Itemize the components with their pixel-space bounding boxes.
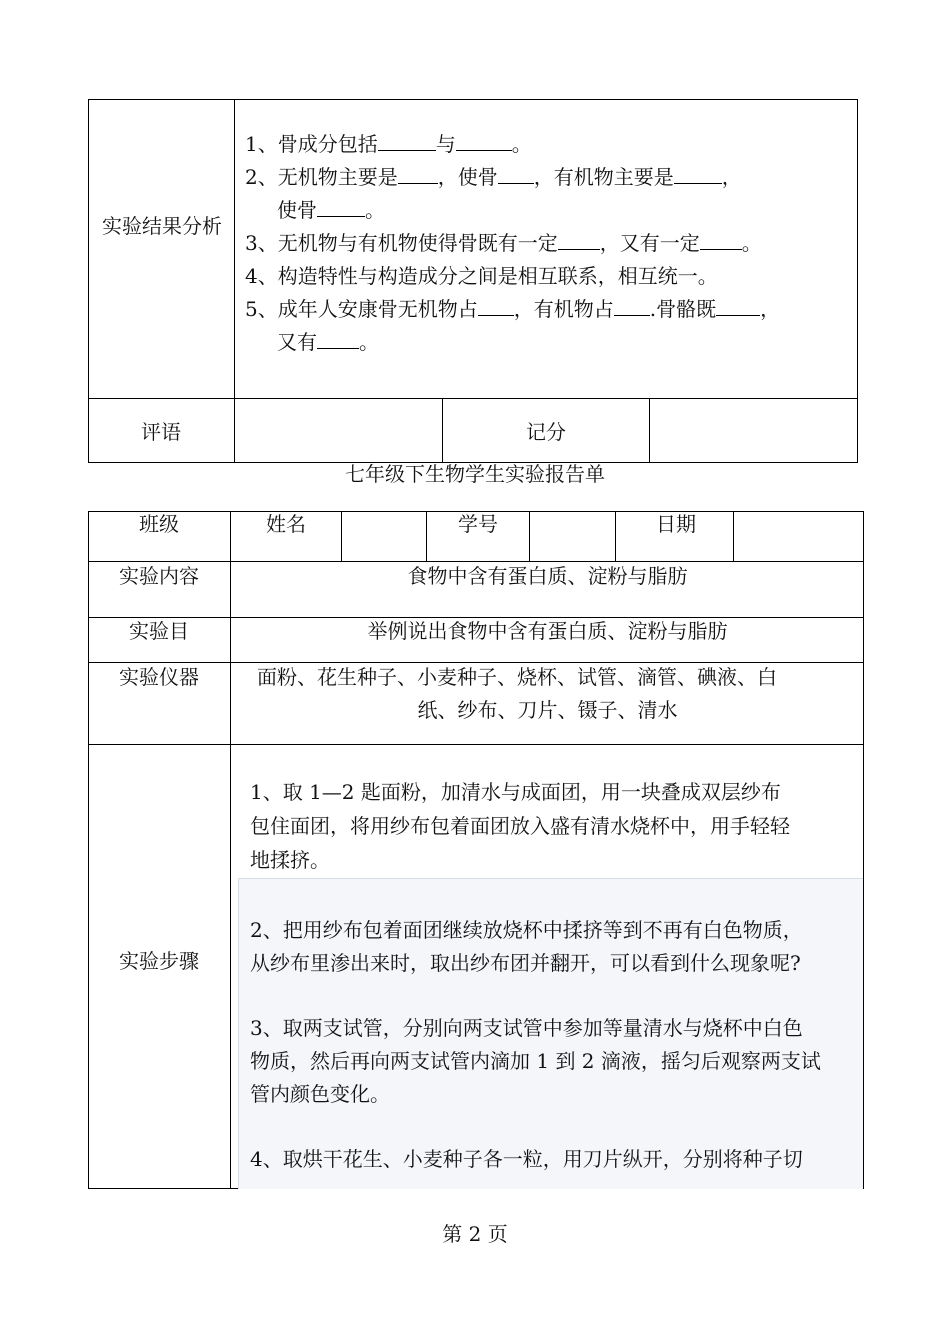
item-text: 5、成年人安康骨无机物占: [245, 297, 478, 321]
step-2: [250, 914, 803, 980]
item-text: 与: [435, 132, 456, 156]
item-text: ，: [721, 165, 742, 189]
comment-field[interactable]: [236, 400, 441, 462]
name-label: 姓名: [266, 512, 306, 536]
score-label: 记分: [526, 420, 566, 444]
step-text: 管内颜色变化。: [250, 1082, 390, 1106]
analysis-item-3: [245, 227, 762, 259]
item-text: 使骨: [277, 198, 317, 222]
content-value: 食物中含有蛋白质、淀粉与脂肪: [407, 564, 688, 588]
step-text: 4、取烘干花生、小麦种子各一粒，用刀片纵开，分别将种子切: [250, 1147, 803, 1171]
instruments-label: 实验仪器: [119, 665, 199, 689]
item-text: 。: [741, 231, 762, 255]
item-text: 。: [359, 330, 379, 354]
fill-blank[interactable]: [614, 297, 650, 316]
steps-label: 实验步骤: [119, 949, 199, 973]
result-analysis-label: 实验结果分析: [102, 214, 222, 238]
fill-blank[interactable]: [378, 132, 436, 151]
fill-blank[interactable]: [716, 297, 760, 316]
step-text: 包住面团，将用纱布包着面团放入盛有清水烧杯中，用手轻轻: [250, 814, 790, 838]
item-text: 。: [511, 132, 532, 156]
score-field[interactable]: [651, 400, 856, 462]
analysis-item-1: [245, 128, 532, 160]
step-text: 从纱布里渗出来时，取出纱布团并翻开，可以看到什么现象呢?: [250, 951, 801, 975]
name-field[interactable]: [343, 513, 425, 560]
item-text: 3、无机物与有机物使得骨既有一定: [245, 231, 558, 255]
analysis-item-2: [245, 161, 742, 193]
page-number: 第 2 页: [442, 1222, 508, 1246]
analysis-item-2-cont: [277, 194, 385, 226]
step-text: 1、取 1—2 匙面粉，加清水与成面团，用一块叠成双层纱布: [250, 780, 781, 804]
fill-blank[interactable]: [398, 165, 438, 184]
content-label: 实验内容: [119, 564, 199, 588]
item-text: 又有: [277, 330, 317, 354]
date-field[interactable]: [735, 513, 861, 560]
fill-blank[interactable]: [498, 165, 534, 184]
student-no-field[interactable]: [531, 513, 613, 560]
fill-blank[interactable]: [317, 330, 359, 349]
item-text: 1、骨成分包括: [245, 132, 378, 156]
fill-blank[interactable]: [317, 198, 365, 217]
step-text: 3、取两支试管，分别向两支试管中参加等量清水与烧杯中白色: [250, 1016, 803, 1040]
date-label: 日期: [656, 512, 696, 536]
analysis-item-5-cont: [277, 326, 379, 358]
fill-blank[interactable]: [674, 165, 722, 184]
analysis-item-4: 4、构造特性与构造成分之间是相互联系，相互统一。: [245, 264, 718, 288]
analysis-item-5: [245, 293, 780, 325]
fill-blank[interactable]: [478, 297, 514, 316]
student-no-label: 学号: [458, 512, 498, 536]
step-4: [250, 1143, 803, 1176]
class-label: 班级: [139, 512, 179, 536]
step-3: [250, 1012, 821, 1111]
purpose-value: 举例说出食物中含有蛋白质、淀粉与脂肪: [367, 619, 728, 643]
fill-blank[interactable]: [558, 231, 600, 250]
step-text: 物质，然后再向两支试管内滴加 1 到 2 滴液，摇匀后观察两支试: [250, 1049, 821, 1073]
step-text: 2、把用纱布包着面团继续放烧杯中揉挤等到不再有白色物质，: [250, 918, 803, 942]
item-text: .骨骼既: [649, 297, 717, 321]
fill-blank[interactable]: [700, 231, 742, 250]
item-text: ，有机物占: [513, 297, 614, 321]
comment-label: 评语: [141, 420, 181, 444]
item-text: ，使骨: [437, 165, 498, 189]
item-text: ，有机物主要是: [533, 165, 674, 189]
fill-blank[interactable]: [456, 132, 512, 151]
item-text: 2、无机物主要是: [245, 165, 398, 189]
purpose-label: 实验目: [129, 619, 189, 643]
item-text: 。: [365, 198, 385, 222]
item-text: ，: [760, 297, 781, 321]
instruments-value-line1: 面粉、花生种子、小麦种子、烧杯、试管、滴管、碘液、白: [257, 665, 777, 689]
report-title: 七年级下生物学生实验报告单: [345, 462, 605, 486]
step-1: [250, 775, 790, 877]
step-text: 地揉挤。: [250, 848, 330, 872]
instruments-value-line2: 纸、纱布、刀片、镊子、清水: [417, 698, 678, 722]
item-text: ，又有一定: [599, 231, 700, 255]
